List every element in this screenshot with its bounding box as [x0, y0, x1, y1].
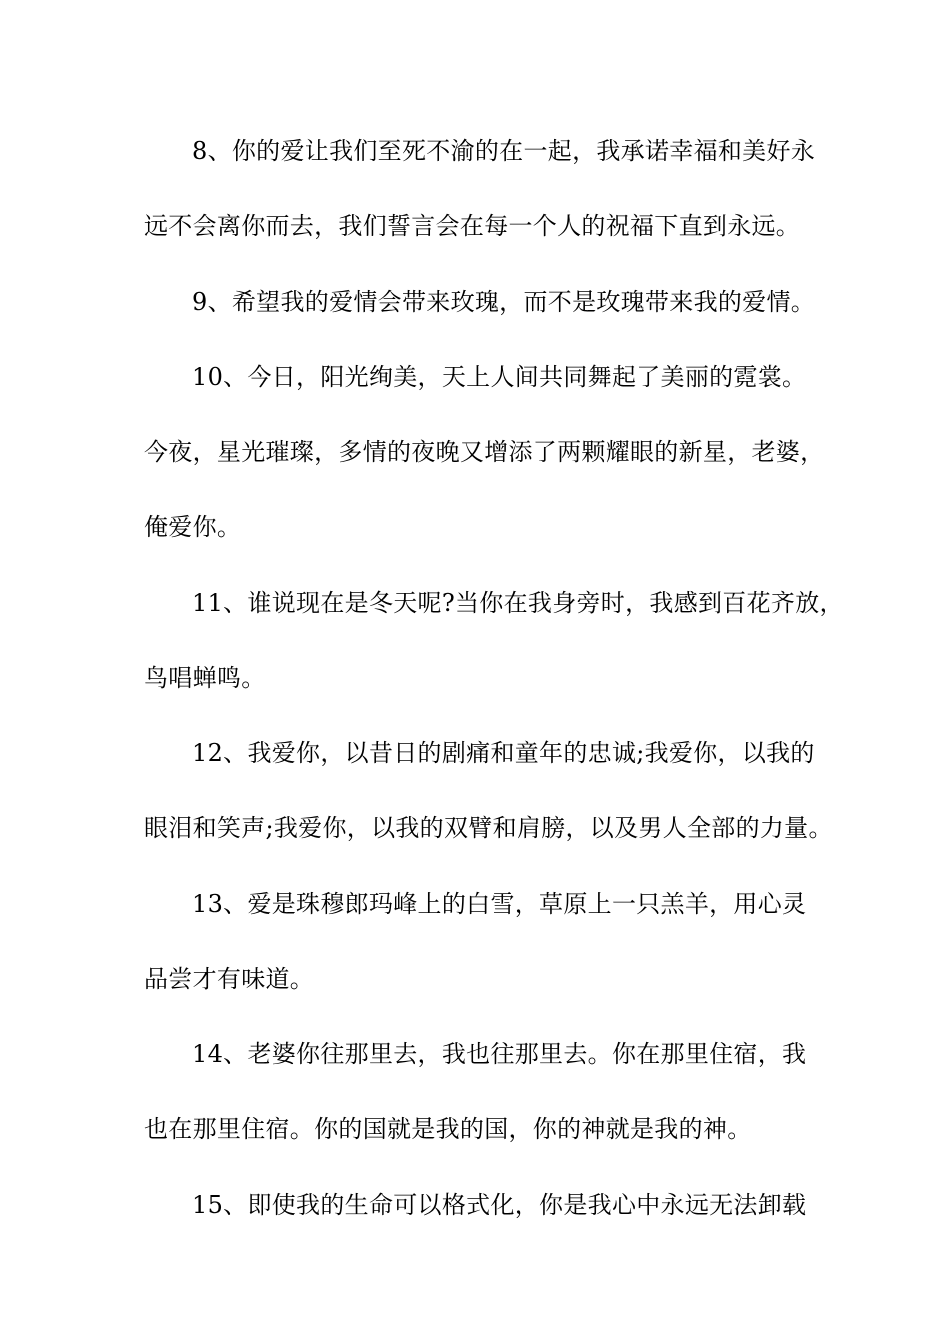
- text-line: 11、谁说现在是冬天呢?当你在我身旁时，我感到百花齐放，: [192, 589, 844, 617]
- text-line: 13、爱是珠穆郎玛峰上的白雪，草原上一只羔羊，用心灵: [192, 890, 807, 918]
- text-line: 8、你的爱让我们至死不渝的在一起，我承诺幸福和美好永: [192, 137, 816, 165]
- text-line: 俺爱你。: [144, 513, 242, 541]
- text-line: 远不会离你而去，我们誓言会在每一个人的祝福下直到永远。: [144, 212, 801, 240]
- text-line: 今夜，星光璀璨，多情的夜晚又增添了两颗耀眼的新星，老婆，: [144, 438, 825, 466]
- text-line: 15、即使我的生命可以格式化，你是我心中永远无法卸载: [192, 1191, 807, 1219]
- text-line: 品尝才有味道。: [144, 965, 315, 993]
- text-line: 9、希望我的爱情会带来玫瑰，而不是玫瑰带来我的爱情。: [192, 288, 816, 316]
- text-line: 鸟唱蝉鸣。: [144, 664, 266, 692]
- text-line: 14、老婆你往那里去，我也往那里去。你在那里住宿，我: [192, 1040, 807, 1068]
- text-line: 眼泪和笑声;我爱你，以我的双臂和肩膀，以及男人全部的力量。: [144, 814, 833, 842]
- text-line: 12、我爱你，以昔日的剧痛和童年的忠诚;我爱你，以我的: [192, 739, 815, 767]
- text-line: 10、今日，阳光绚美，天上人间共同舞起了美丽的霓裳。: [192, 363, 807, 391]
- text-line: 也在那里住宿。你的国就是我的国，你的神就是我的神。: [144, 1115, 752, 1143]
